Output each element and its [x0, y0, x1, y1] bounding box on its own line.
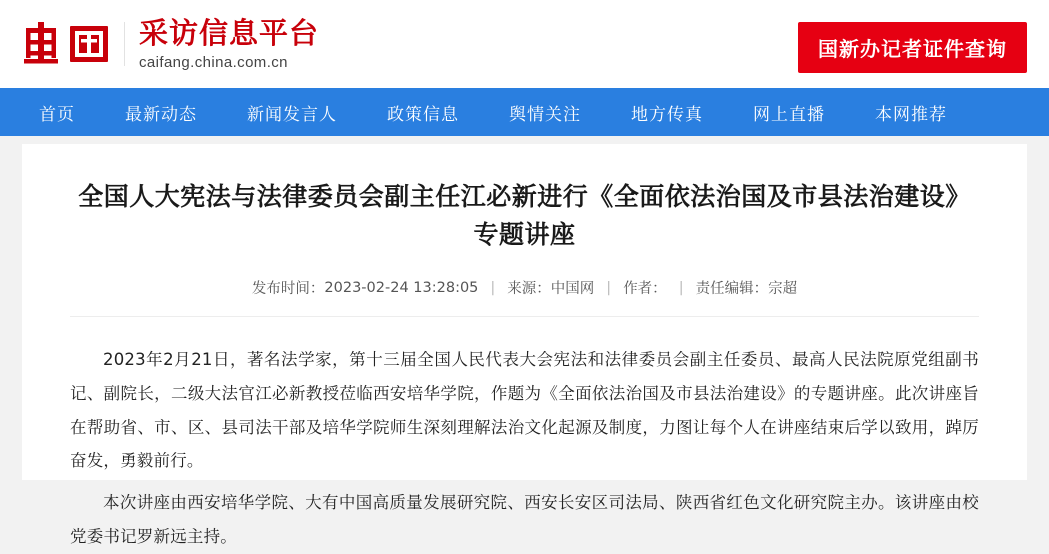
nav-item-local-dispatch[interactable]: 地方传真 — [631, 104, 703, 125]
article-paragraph: 2023年2月21日，著名法学家，第十三届全国人民代表大会宪法和法律委员会副主任委员、最高人民法院原党组副书记、副院长，二级大法官江必新教授莅临西安培华学院，作题为《全面依法治国及市县法治建设》的专题讲座。此次讲座旨在帮助省、市、区、县司法干部及培华学院师生深刻理解法治文化起源及制度，力图让每个人在讲座结束后学以致用，踔厉奋发，勇毅前行。 — [70, 350, 979, 471]
article — [22, 144, 1027, 547]
publish-time-label: 发布时间： — [251, 281, 325, 297]
meta-separator-2: | — [606, 279, 612, 296]
site-logo[interactable] — [22, 15, 320, 71]
china-net-logo-icon — [22, 18, 118, 70]
main-nav — [0, 88, 1049, 136]
press-card-query-button[interactable]: 国新办记者证件查询 — [798, 22, 1027, 73]
source-value: 中国网 — [550, 281, 595, 297]
nav-item-latest-news[interactable]: 最新动态 — [125, 104, 197, 125]
article-paragraph: 本次讲座由西安培华学院、大有中国高质量发展研究院、西安长安区司法局、陕西省红色文化研究院主办。该讲座由校党委书记罗新远主持。 — [70, 493, 979, 547]
editor-label: 责任编辑： — [695, 281, 769, 297]
site-domain: caifang.china.com.cn — [139, 53, 288, 71]
publish-time-value: 2023-02-24 13:28:05 — [324, 279, 479, 296]
meta-separator-3: | — [678, 279, 684, 296]
site-name: 采访信息平台 — [139, 15, 320, 50]
nav-item-spokesperson[interactable]: 新闻发言人 — [247, 104, 337, 125]
editor-value: 宗超 — [768, 281, 798, 297]
meta-divider — [70, 316, 979, 317]
nav-item-live-stream[interactable]: 网上直播 — [753, 104, 825, 125]
meta-separator-1: | — [490, 279, 496, 296]
logo-divider — [124, 22, 125, 66]
nav-item-home[interactable]: 首页 — [39, 104, 75, 125]
site-header — [0, 0, 1049, 88]
nav-item-recommended[interactable]: 本网推荐 — [875, 104, 947, 125]
page-title: 全国人大宪法与法律委员会副主任江必新进行《全面依法治国及市县法治建设》专题讲座 — [78, 182, 971, 249]
source-label: 来源： — [507, 281, 551, 297]
author-label: 作者： — [623, 281, 667, 297]
article-meta — [70, 277, 979, 298]
nav-item-public-opinion[interactable]: 舆情关注 — [509, 104, 581, 125]
article-body — [70, 343, 979, 554]
content-area — [0, 136, 1049, 547]
nav-item-policy-info[interactable]: 政策信息 — [387, 104, 459, 125]
